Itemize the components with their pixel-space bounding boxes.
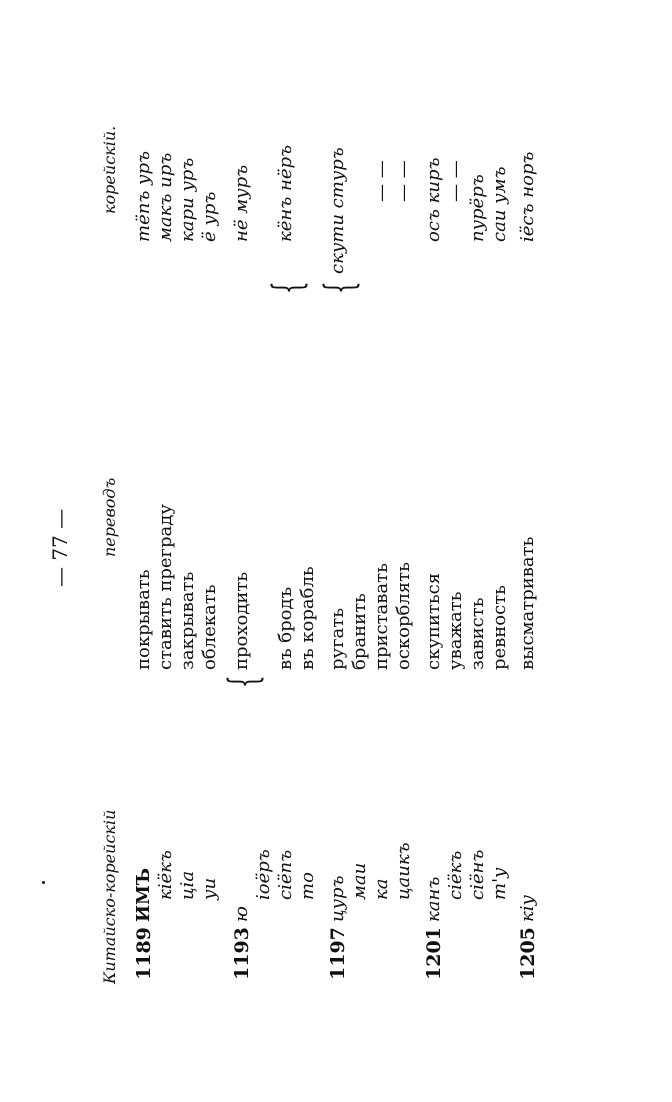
translation-word: проходить <box>231 571 252 670</box>
korean-word: ё уръ <box>199 191 220 242</box>
translation-word: уважать <box>445 591 466 670</box>
korean-word: осъ киръ <box>423 157 444 242</box>
chinese-korean-word: іоёръ <box>253 849 274 900</box>
translation-word: въ бродъ <box>275 586 296 670</box>
korean-word: скути стуръ <box>327 147 348 274</box>
chinese-korean-word: канъ <box>423 876 444 922</box>
chinese-korean-word: кіёкъ <box>155 850 176 900</box>
chinese-korean-word: цуръ <box>327 875 348 922</box>
chinese-korean-word: ка <box>371 878 392 900</box>
korean-word: кари уръ <box>177 157 198 242</box>
chinese-korean-word: ю <box>231 906 252 922</box>
korean-dash: — — <box>393 160 414 202</box>
chinese-korean-word: т'у <box>489 867 510 900</box>
entry-number: 1197 <box>327 927 349 980</box>
entry-number: 1201 <box>423 927 445 980</box>
translation-word: ревность <box>489 585 510 670</box>
brace: { <box>317 281 363 294</box>
translation-word: покрывать <box>133 569 154 670</box>
translation-word: въ корабль <box>297 566 318 670</box>
translation-word: оскорблять <box>393 562 414 670</box>
translation-word: ругать <box>327 607 348 670</box>
chinese-korean-word: ИМЪ <box>133 867 154 922</box>
chinese-korean-word: сіёнъ <box>467 849 488 900</box>
brace: { <box>221 675 267 688</box>
chinese-korean-word: цаикъ <box>393 842 414 900</box>
ink-speck <box>42 881 45 884</box>
korean-dash: — — <box>371 160 392 202</box>
entry-number: 1193 <box>231 927 253 980</box>
translation-word: приставать <box>371 563 392 670</box>
chinese-korean-word: сіёпъ <box>275 849 296 900</box>
translation-word: скупиться <box>423 572 444 670</box>
translation-word: ставить преграду <box>155 504 176 670</box>
entry-number: 1205 <box>517 927 539 980</box>
header-translation: переводъ <box>100 477 119 557</box>
korean-word: іёсъ норъ <box>517 151 538 242</box>
header-chinese-korean: Китайско-корейскій <box>100 809 119 984</box>
chinese-korean-word: уи <box>199 877 220 900</box>
chinese-korean-word: маи <box>349 862 370 900</box>
translation-word: высматривать <box>517 536 538 670</box>
translation-word: закрывать <box>177 571 198 670</box>
korean-word: тёпъ уръ <box>133 151 154 242</box>
entry-number: 1189 <box>133 927 155 980</box>
translation-word: облекать <box>199 584 220 670</box>
chinese-korean-word: то <box>297 872 318 900</box>
header-korean: корейскій. <box>100 125 119 214</box>
brace: { <box>265 281 311 294</box>
chinese-korean-word: ціа <box>177 870 198 900</box>
korean-dash: — — <box>445 160 466 202</box>
korean-word: саи умъ <box>489 166 510 242</box>
translation-word: зависть <box>467 597 488 670</box>
korean-word: макъ иръ <box>155 152 176 242</box>
page-number: — 77 — <box>48 508 72 587</box>
korean-word: пурёръ <box>467 174 488 242</box>
translation-word: бранить <box>349 593 370 670</box>
korean-word: кёнъ нёръ <box>275 144 296 242</box>
chinese-korean-word: кіу <box>517 895 538 922</box>
chinese-korean-word: сіёкъ <box>445 850 466 900</box>
korean-word: нё муръ <box>231 164 252 242</box>
